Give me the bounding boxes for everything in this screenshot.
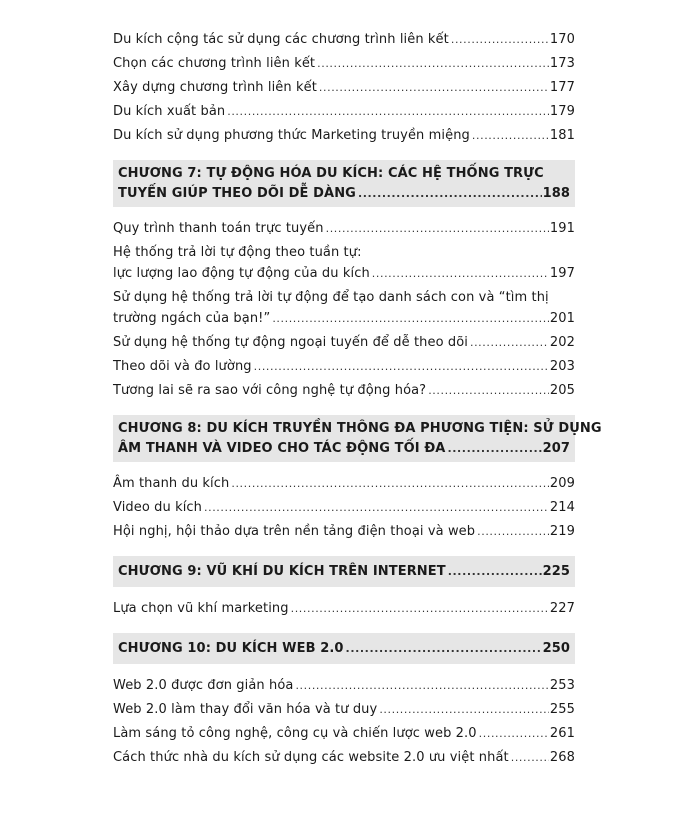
leader-dots [447,438,541,459]
entry-title: Tương lai sẽ ra sao với công nghệ tự động hóa? [113,383,427,398]
chapter-8-entries [113,474,575,546]
leader-dots [472,126,549,146]
chapter-page: 207 [542,441,570,456]
entry-page: 203 [549,359,575,374]
toc-entry[interactable] [113,748,575,772]
chapter-title-line2: TUYẾN GIÚP THEO DÕI DỄ DÀNG [118,186,356,201]
entry-title: Du kích sử dụng phương thức Marketing truyền miệng [113,128,470,143]
leader-dots [272,309,549,329]
chapter-title-line1: CHƯƠNG 8: DU KÍCH TRUYỀN THÔNG ĐA PHƯƠNG TIỆN: SỬ DỤNG [118,421,602,436]
leader-dots [231,474,549,494]
entry-page: 214 [549,500,575,515]
chapter-7-heading[interactable] [113,160,575,207]
top-section [113,30,575,150]
toc-entry[interactable] [113,126,575,150]
chapter-8-heading[interactable] [113,415,602,462]
toc-entry[interactable] [113,498,575,522]
entry-title-line1: Hệ thống trả lời tự động theo tuần tự: [113,245,362,260]
entry-title: Cách thức nhà du kích sử dụng các website 2.0 ưu việt nhất [113,750,509,765]
entry-title: Du kích cộng tác sử dụng các chương trình liên kết [113,32,449,47]
leader-dots [204,498,549,518]
chapter-title-line1: CHƯƠNG 7: TỰ ĐỘNG HÓA DU KÍCH: CÁC HỆ THỐNG TRỰC [118,166,544,181]
leader-dots [319,78,549,98]
toc-entry[interactable] [113,288,575,333]
chapter-page: 250 [542,641,570,656]
entry-title: Hội nghị, hội thảo dựa trên nền tảng điện thoại và web [113,524,476,539]
leader-dots [451,30,549,50]
entry-title: Theo dõi và đo lường [113,359,252,374]
entry-title: Web 2.0 làm thay đổi văn hóa và tư duy [113,702,378,717]
toc-entry[interactable] [113,102,575,126]
leader-dots [428,381,549,401]
leader-dots [317,54,549,74]
entry-title: lực lượng lao động tự động của du kích [113,266,370,281]
entry-page: 209 [549,476,575,491]
chapter-page: 225 [542,564,570,579]
leader-dots [448,561,542,583]
entry-page: 201 [549,311,575,326]
toc-entry[interactable] [113,599,575,623]
chapter-9-heading[interactable] [113,556,575,587]
toc-entry[interactable] [113,357,575,381]
leader-dots [379,700,549,720]
entry-page: 170 [549,32,575,47]
chapter-title-line2: ÂM THANH VÀ VIDEO CHO TÁC ĐỘNG TỐI ĐA [118,441,446,456]
leader-dots [227,102,549,122]
chapter-9-entries [113,599,575,623]
leader-dots [477,522,549,542]
entry-page: 253 [549,678,575,693]
entry-page: 191 [549,221,575,236]
entry-title: Âm thanh du kích [113,476,230,491]
entry-title: trường ngách của bạn!” [113,311,271,326]
leader-dots [326,219,549,239]
leader-dots [254,357,549,377]
entry-title: Làm sáng tỏ công nghệ, công cụ và chiến lược web 2.0 [113,726,477,741]
entry-page: 173 [549,56,575,71]
chapter-10-entries [113,676,575,772]
leader-dots [346,638,542,660]
toc-entry[interactable] [113,54,575,78]
entry-page: 202 [549,335,575,350]
toc-entry[interactable] [113,243,575,288]
toc-entry[interactable] [113,676,575,700]
leader-dots [295,676,548,696]
toc-entry[interactable] [113,381,575,405]
toc-entry[interactable] [113,700,575,724]
toc-entry[interactable] [113,219,575,243]
entry-title: Sử dụng hệ thống tự động ngoại tuyến để dễ theo dõi [113,335,468,350]
toc-entry[interactable] [113,474,575,498]
leader-dots [470,333,549,353]
toc-entry[interactable] [113,724,575,748]
entry-page: 227 [549,601,575,616]
leader-dots [372,264,549,284]
chapter-7-entries [113,219,575,405]
chapter-title: CHƯƠNG 10: DU KÍCH WEB 2.0 [118,641,344,656]
entry-title: Du kích xuất bản [113,104,226,119]
toc-entry[interactable] [113,333,575,357]
entry-page: 197 [549,266,575,281]
chapter-page: 188 [542,186,570,201]
entry-title: Chọn các chương trình liên kết [113,56,316,71]
chapter-title: CHƯƠNG 9: VŨ KHÍ DU KÍCH TRÊN INTERNET [118,564,446,579]
entry-page: 179 [549,104,575,119]
leader-dots [291,599,549,619]
entry-title: Quy trình thanh toán trực tuyến [113,221,324,236]
table-of-contents [113,30,602,776]
entry-title: Lựa chọn vũ khí marketing [113,601,289,616]
entry-page: 205 [549,383,575,398]
entry-page: 255 [549,702,575,717]
entry-page: 261 [549,726,575,741]
entry-title: Video du kích [113,500,203,515]
leader-dots [511,748,549,768]
entry-title: Web 2.0 được đơn giản hóa [113,678,294,693]
toc-entry[interactable] [113,78,575,102]
leader-dots [358,183,542,204]
entry-title-line1: Sử dụng hệ thống trả lời tự động để tạo danh sách con và “tìm thị [113,290,549,305]
entry-page: 268 [549,750,575,765]
entry-title: Xây dựng chương trình liên kết [113,80,317,95]
entry-page: 219 [549,524,575,539]
entry-page: 177 [549,80,575,95]
entry-page: 181 [549,128,575,143]
toc-entry[interactable] [113,30,575,54]
toc-entry[interactable] [113,522,575,546]
leader-dots [479,724,549,744]
chapter-10-heading[interactable] [113,633,575,664]
